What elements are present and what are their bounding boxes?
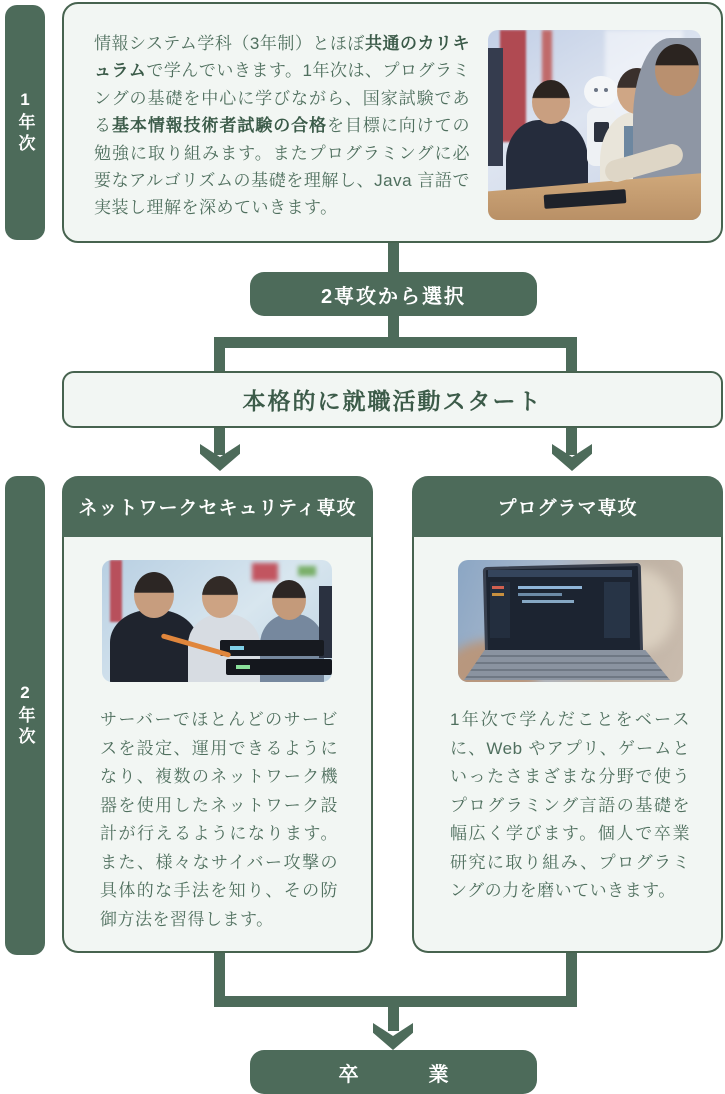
photo-decoration <box>230 646 244 650</box>
photo-person-shape <box>110 610 198 682</box>
photo-decoration <box>594 88 598 92</box>
graduation-label: 卒業 <box>338 1063 519 1086</box>
network-security-description: サーバーでほとんどのサービスを設定、運用できるようになり、複数のネットワーク機器を使用したネットワーク設計が行えるようになります。また、様々なサイバー攻撃の具体的な手法を知り、その防御方法を習得します。 <box>100 710 338 929</box>
photo-decoration <box>252 563 278 581</box>
photo-decoration <box>236 665 250 669</box>
photo-person-shape <box>134 572 174 618</box>
programmer-header <box>412 476 723 537</box>
photo-laptop-keyboard-shape <box>464 650 670 680</box>
students-with-pepper-robot-photo <box>488 30 701 220</box>
year1-text-part2: で学んでいきます。1年次は、プログラミングの基礎を中心に学びながら、国家試験である <box>94 61 470 136</box>
network-security-panel <box>62 476 373 953</box>
photo-decoration <box>490 582 510 638</box>
connector-line <box>214 428 225 455</box>
photo-monitor-shape <box>488 48 503 166</box>
job-hunting-banner <box>62 371 723 428</box>
choose-major-label: 2専攻から選択 <box>320 285 467 308</box>
photo-decoration <box>604 88 608 92</box>
photo-robot-shape <box>584 76 618 107</box>
connector-split-bar <box>214 337 577 348</box>
connector-line <box>388 1005 399 1031</box>
photo-person-shape <box>655 44 699 96</box>
year2-side-bar <box>5 476 45 955</box>
year2-label: 2年次 <box>15 683 35 748</box>
photo-decoration <box>492 593 504 596</box>
connector-line <box>566 340 577 373</box>
year1-text-bold2: 基本情報技術者試験の合格 <box>111 116 328 136</box>
photo-decoration <box>604 582 630 638</box>
photo-decoration <box>522 600 574 603</box>
year1-text-bold1: 共通のカリキュラム <box>94 34 470 81</box>
photo-decoration <box>110 560 122 622</box>
students-with-network-equipment-photo <box>102 560 332 682</box>
connector-line <box>214 340 225 373</box>
year1-side-bar <box>5 5 45 240</box>
programmer-panel <box>412 476 723 953</box>
photo-decoration <box>518 593 562 596</box>
photo-decoration <box>492 586 504 589</box>
year1-text-part3: を目標に向けての勉強に取り組みます。またプログラミングに必要なアルゴリズムの基礎を理解し、Java 言語で実装し理解を深めていきます。 <box>94 116 471 218</box>
year1-description <box>94 30 470 222</box>
photo-decoration <box>488 570 632 577</box>
photo-decoration <box>518 586 582 589</box>
laptop-with-code-editor-photo <box>458 560 683 682</box>
year1-panel <box>62 2 723 243</box>
graduation-pill <box>250 1050 537 1094</box>
programmer-description: 1年次で学んだことをベースに、Web やアプリ、ゲームといったさまざまな分野で使うプログラミング言語の基礎を幅広く学びます。個人で卒業研究に取り組み、プログラミングの力を磨いていきます。 <box>450 710 690 900</box>
network-security-header <box>62 476 373 537</box>
photo-person-shape <box>202 576 238 618</box>
job-hunting-label: 本格的に就職活動スタート <box>242 388 543 414</box>
year1-text-part1: 情報システム学科（3年制）とほぼ <box>94 34 365 53</box>
connector-line <box>566 428 577 455</box>
photo-person-shape <box>532 80 570 124</box>
photo-decoration <box>298 566 316 576</box>
year1-label: 1年次 <box>15 90 35 155</box>
connector-line <box>388 243 399 272</box>
choose-major-pill <box>250 272 537 316</box>
programmer-title: プログラマ専攻 <box>497 498 638 519</box>
photo-person-shape <box>272 580 306 620</box>
network-security-title: ネットワークセキュリティ専攻 <box>78 498 357 519</box>
